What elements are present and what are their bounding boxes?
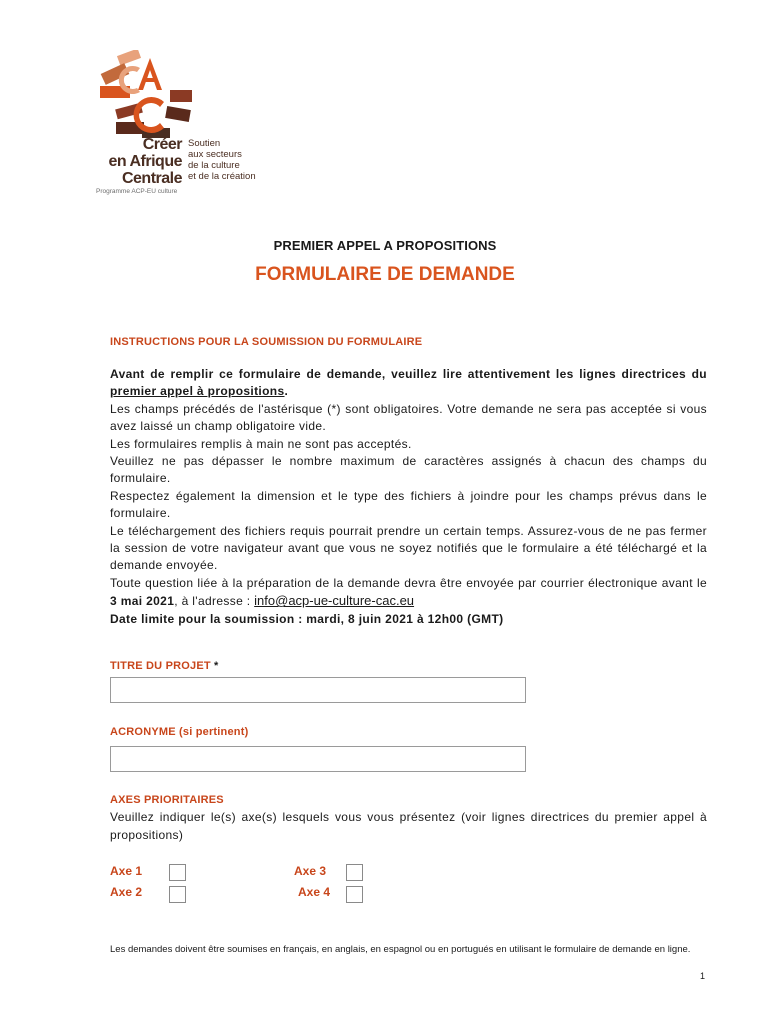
logo-wordmark (80, 136, 182, 187)
instructions-upload: Le téléchargement des fichiers requis pourrait prendre un certain temps. Assurez-vous de ne pas fermer la session de votre navigateur avant que vous ne soyez notifiés que le formulaire a été téléchargé et la demande envoyée. (110, 523, 707, 573)
logo-line-3: Centrale (121, 170, 182, 187)
instructions-body (110, 366, 707, 628)
priority-axes-instructions: Veuillez indiquer le(s) axe(s) lesquels vous vous présentez (voir lignes directrices du premier appel à propositions) (110, 810, 707, 842)
axe-3-label: Axe 3 (294, 864, 327, 878)
instructions-intro (110, 366, 707, 401)
footer-note: Les demandes doivent être soumises en français, en anglais, en espagnol ou en portugués en utilisant le formulaire de demande en ligne. (110, 944, 691, 955)
logo-tagline-1: Soutien (188, 138, 221, 149)
logo-tagline (188, 138, 256, 182)
instructions-file-size: Respectez également la dimension et le type des fichiers à joindre pour les champs prévus dans le formulaire. (110, 488, 707, 521)
logo-line-1: Créer (142, 136, 182, 153)
axe-1-label: Axe 1 (110, 864, 143, 878)
questions-text: Toute question liée à la préparation de la demande devra être envoyée par courrier électronique avant le (110, 575, 707, 590)
axe-2-checkbox[interactable] (169, 886, 186, 903)
contact-email-link[interactable]: info@acp-ue-culture-cac.eu (254, 593, 415, 609)
axe-4-label: Axe 4 (298, 885, 331, 899)
page-number: 1 (700, 971, 706, 981)
axe-2-label: Axe 2 (110, 885, 143, 899)
logo-tagline-3: de la culture (188, 160, 240, 171)
instructions-intro-text: Avant de remplir ce formulaire de demande, veuillez lire attentivement les lignes directrices du (110, 367, 707, 381)
questions-address-label: , à l'adresse : (174, 594, 255, 609)
instructions-handwritten: Les formulaires remplis à main ne sont pas acceptés. (110, 436, 412, 451)
acronym-label: ACRONYME (si pertinent) (110, 726, 249, 738)
axe-4-checkbox[interactable] (346, 886, 363, 903)
project-title-label (110, 660, 219, 672)
logo-tagline-2: aux secteurs (188, 149, 242, 160)
form-title: FORMULAIRE DE DEMANDE (255, 264, 515, 285)
call-title: PREMIER APPEL A PROPOSITIONS (273, 238, 497, 253)
logo-tagline-4: et de la création (188, 171, 256, 182)
instructions-heading: INSTRUCTIONS POUR LA SOUMISSION DU FORMULAIRE (110, 336, 423, 348)
logo-line-2: en Afrique (108, 153, 182, 170)
instructions-max-chars: Veuillez ne pas dépasser le nombre maximum de caractères assignés à chacun des champs du formulaire. (110, 454, 707, 486)
guidelines-link[interactable]: premier appel à propositions (110, 384, 285, 399)
deadline: Date limite pour la soumission : mardi, 8 juin 2021 à 12h00 (GMT) (110, 611, 504, 626)
instructions-intro-end: . (284, 384, 289, 399)
project-title-input[interactable] (110, 677, 526, 703)
axe-1-checkbox[interactable] (169, 864, 186, 881)
axe-3-checkbox[interactable] (346, 864, 363, 881)
cac-logo (80, 50, 280, 200)
required-asterisk: * (210, 660, 219, 672)
priority-axes-heading: AXES PRIORITAIRES (110, 794, 224, 806)
acronym-input[interactable] (110, 746, 526, 772)
cac-logo-mark (80, 50, 200, 140)
instructions-required: Les champs précédés de l'astérisque (*) sont obligatoires. Votre demande ne sera pas acceptée si vous avez laissé un champ obligatoire vide. (110, 401, 707, 434)
project-title-label-text: TITRE DU PROJET (110, 660, 211, 672)
logo-programme: Programme ACP-EU culture (96, 188, 178, 195)
questions-date: 3 mai 2021 (110, 594, 175, 609)
instructions-questions (110, 575, 707, 611)
